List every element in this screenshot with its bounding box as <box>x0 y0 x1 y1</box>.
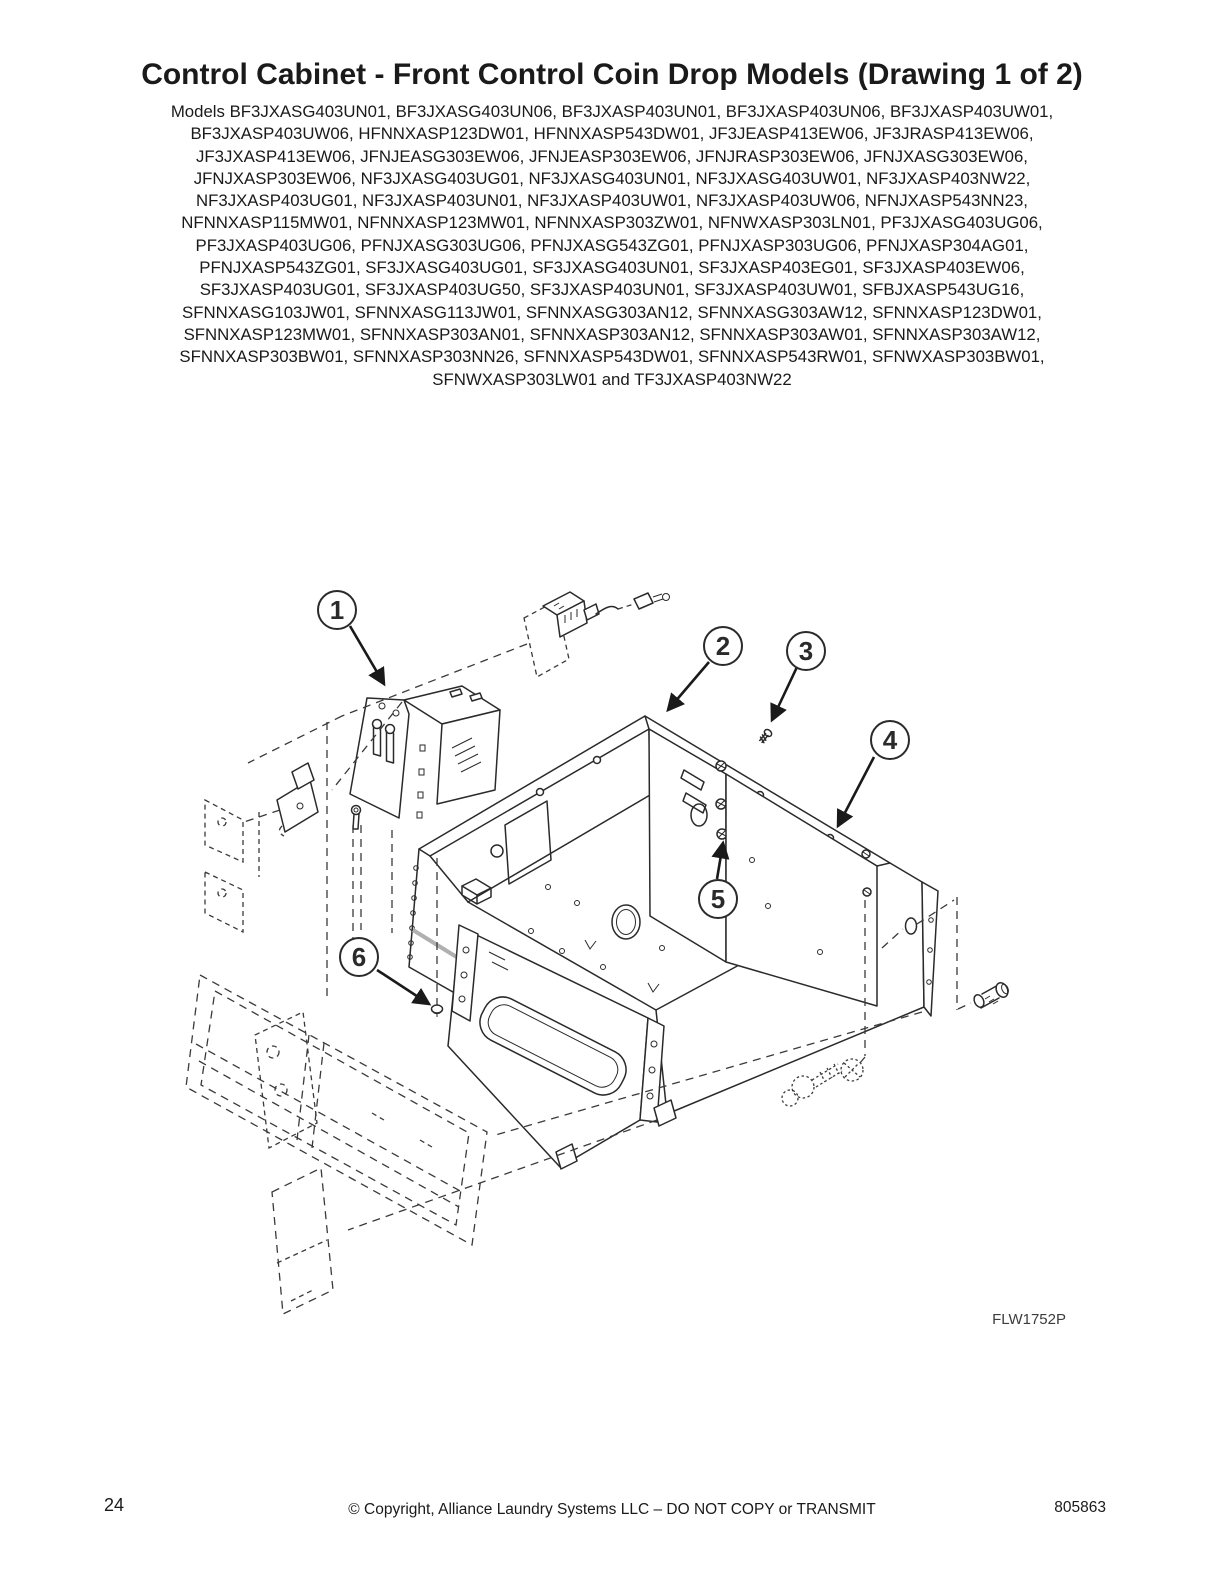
model-list-line: BF3JXASP403UW06, HFNNXASP123DW01, HFNNXASP543DW01, JF3JEASP413EW06, JF3JRASP413EW06, <box>190 124 1034 144</box>
callout-3 <box>786 631 826 671</box>
callout-5 <box>698 879 738 919</box>
page-title: Control Cabinet - Front Control Coin Drop Models (Drawing 1 of 2) <box>141 58 1083 91</box>
callout-1 <box>317 590 357 630</box>
model-list-line: PFNJXASP543ZG01, SF3JXASG403UG01, SF3JXASG403UN01, SF3JXASP403EG01, SF3JXASP403EW06, <box>199 258 1025 278</box>
callout-1-label: 1 <box>329 594 345 625</box>
model-list-line: PF3JXASP403UG06, PFNJXASG303UG06, PFNJXASG543ZG01, PFNJXASP303UG06, PFNJXASP304AG01, <box>195 235 1029 255</box>
model-list-line: Models BF3JXASG403UN01, BF3JXASG403UN06, BF3JXASP403UN01, BF3JXASP403UN06, BF3JXASP403UW01, <box>170 102 1054 121</box>
callout-2 <box>703 626 743 666</box>
exploded-view-diagram <box>0 560 1224 1350</box>
callout-2-label: 2 <box>715 630 731 661</box>
coin-drop-connector <box>524 592 670 677</box>
callout-5-label: 5 <box>710 883 726 914</box>
panel-frame-dashed <box>186 975 487 1314</box>
page-number: 24 <box>104 1495 125 1515</box>
copyright-notice: © Copyright, Alliance Laundry Systems LLC – DO NOT COPY or TRANSMIT <box>348 1501 876 1518</box>
document-number: 805863 <box>1054 1499 1106 1516</box>
model-list-line: NFNNXASP115MW01, NFNNXASP123MW01, NFNNXASP303ZW01, NFNWXASP303LN01, PF3JXASG403UG06, <box>181 213 1043 233</box>
model-list-line: JFNJXASP303EW06, NF3JXASG403UG01, NF3JXASG403UN01, NF3JXASG403UW01, NF3JXASP403NW22, <box>193 168 1031 188</box>
model-list-line: NF3JXASP403UG01, NF3JXASP403UN01, NF3JXASP403UW01, NF3JXASP403UW06, NFNJXASP543NN23, <box>196 191 1028 211</box>
callout-4 <box>870 720 910 760</box>
model-list-line: SFNNXASG103JW01, SFNNXASG113JW01, SFNNXASG303AN12, SFNNXASG303AW12, SFNNXASP123DW01, <box>182 302 1042 322</box>
callout-6 <box>339 937 379 977</box>
figure-code: FLW1752P <box>992 1311 1066 1328</box>
callout-4-label: 4 <box>882 724 898 755</box>
callout-3-label: 3 <box>798 635 814 666</box>
meter-case-bracket <box>350 686 500 829</box>
callout-6-label: 6 <box>351 941 367 972</box>
model-list <box>0 101 1224 391</box>
model-list-line: SFNWXASP303LW01 and TF3JXASP403NW22 <box>432 369 792 389</box>
left-dashed-panels <box>205 763 318 932</box>
model-list-line: SFNNXASP123MW01, SFNNXASP303AN01, SFNNXASP303AN12, SFNNXASP303AW01, SFNNXASP303AW12, <box>183 324 1041 344</box>
model-list-line: SF3JXASP403UG01, SF3JXASP403UG50, SF3JXASP403UN01, SF3JXASP403UW01, SFBJXASP543UG16, <box>199 280 1025 300</box>
model-list-line: SFNNXASP303BW01, SFNNXASP303NN26, SFNNXASP543DW01, SFNNXASP543RW01, SFNWXASP303BW01, <box>179 347 1045 367</box>
model-list-line: JF3JXASP413EW06, JFNJEASG303EW06, JFNJEASP303EW06, JFNJRASP303EW06, JFNJXASG303EW06, <box>196 146 1028 166</box>
